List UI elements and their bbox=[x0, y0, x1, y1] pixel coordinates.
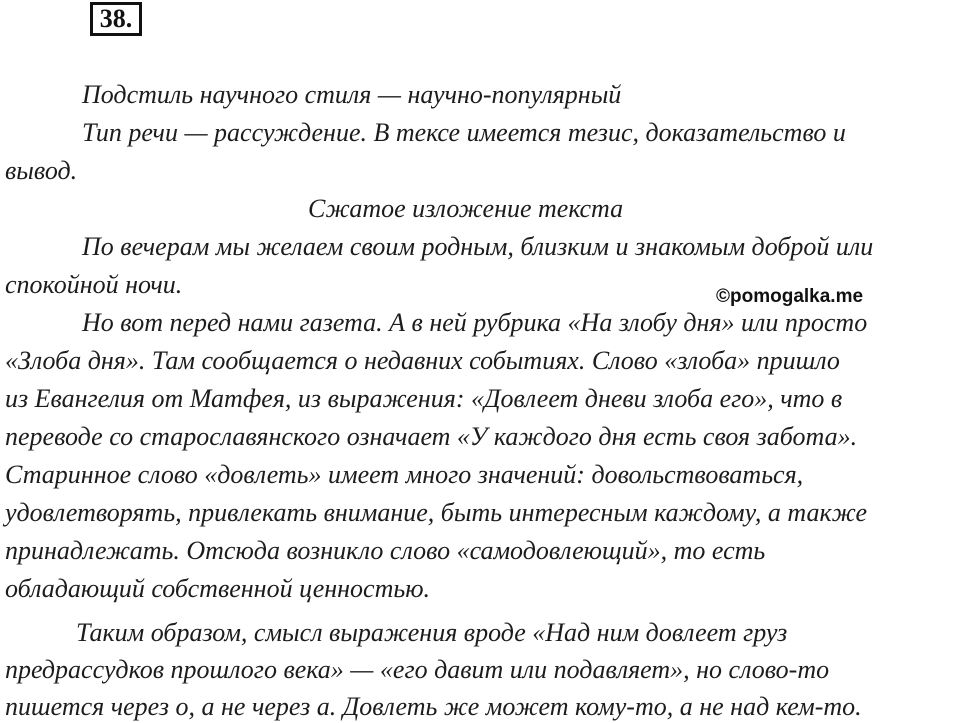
text-line: предрассудков прошлого века» — «его давит или подавляет», но слово-то bbox=[5, 655, 830, 684]
text-line: Старинное слово «довлеть» имеет много значений: довольствоваться, bbox=[5, 460, 804, 489]
text-line-speech-type: Тип речи — рассуждение. В тексе имеется тезис, доказательство и bbox=[82, 118, 846, 147]
section-heading: Сжатое изложение текста bbox=[308, 194, 624, 223]
text-line: из Евангелия от Матфея, из выражения: «Довлеет дневи злоба его», что в bbox=[5, 384, 843, 413]
text-line: удовлетворять, привлекать внимание, быть интересным каждому, а также bbox=[5, 498, 867, 527]
watermark: ©pomogalka.me bbox=[716, 286, 864, 307]
text-line: Таким образом, смысл выражения вроде «Над ним довлеет груз bbox=[76, 618, 788, 647]
text-line: «Злоба дня». Там сообщается о недавних событиях. Слово «злоба» пришло bbox=[5, 346, 840, 375]
text-line: переводе со старославянского означает «У каждого дня есть своя забота». bbox=[5, 422, 858, 451]
text-line: По вечерам мы желаем своим родным, близким и знакомым доброй или bbox=[82, 232, 874, 261]
text-line: спокойной ночи. bbox=[5, 270, 183, 299]
text-line: обладающий собственной ценностью. bbox=[5, 574, 431, 603]
text-line: принадлежать. Отсюда возникло слово «самодовлеющий», то есть bbox=[5, 536, 766, 565]
text-line-substyle: Подстиль научного стиля — научно-популярный bbox=[82, 80, 622, 109]
text-line: пишется через о, а не через а. Довлеть же может кому-то, а не над кем-то. bbox=[5, 692, 862, 721]
text-line: Но вот перед нами газета. А в ней рубрика «На злобу дня» или просто bbox=[82, 308, 868, 337]
text-line-speech-type-cont: вывод. bbox=[5, 156, 78, 185]
task-number-box: 38. bbox=[90, 2, 142, 36]
